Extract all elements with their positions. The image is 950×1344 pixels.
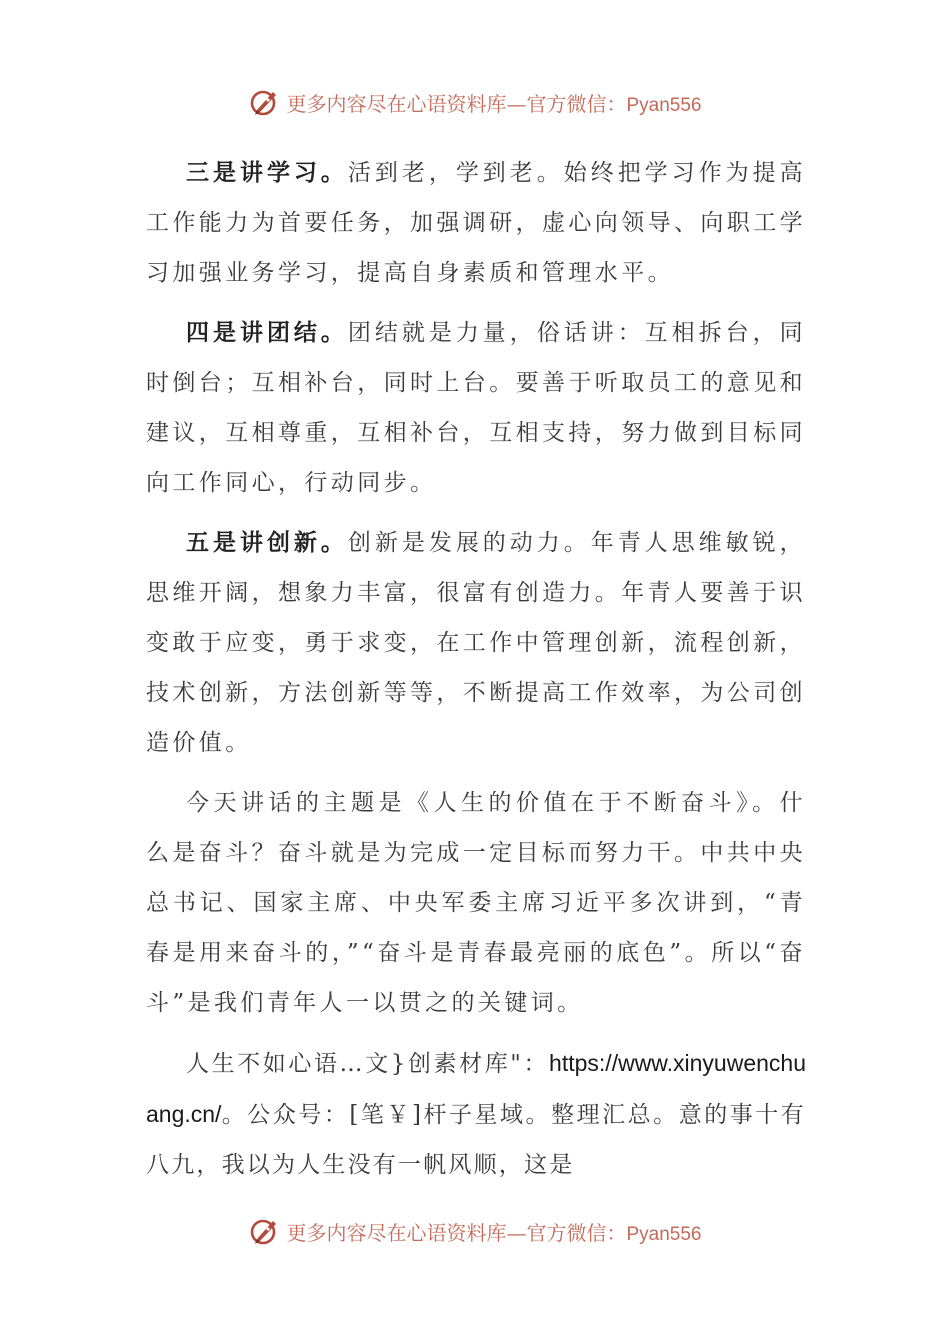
footer-watermark-banner (0, 1211, 950, 1251)
paragraph-theme (146, 778, 806, 1028)
document-body (146, 148, 806, 1200)
header-watermark-banner (0, 82, 950, 122)
pen-logo-icon (248, 1215, 280, 1247)
paragraph-unity (146, 308, 806, 508)
paragraph-body: 今天讲话的主题是《人生的价值在于不断奋斗》。什么是奋斗？奋斗就是为完成一定目标而努力干。中共中央总书记、国家主席、中央军委主席习近平多次讲到，“青春是用来奋斗的，”“奋斗是青春最亮丽的底色”。所以“奋斗”是我们青年人一以贯之的关键词。 (146, 790, 806, 1016)
paragraph-lead: 五是讲创新。 (186, 529, 348, 556)
banner-text: 更多内容尽在心语资料库—官方微信：Pyan556 (286, 1220, 702, 1245)
pen-logo-icon (248, 86, 280, 118)
paragraph-source (146, 1038, 806, 1190)
banner-text: 更多内容尽在心语资料库—官方微信：Pyan556 (286, 91, 702, 116)
paragraph-lead: 四是讲团结。 (186, 319, 348, 346)
banner-handle: Pyan556 (626, 1223, 702, 1245)
banner-handle: Pyan556 (626, 94, 702, 116)
source-suffix: 。公众号：[笔￥]杆子星域。整理汇总。意的事十有八九，我以为人生没有一帆风顺，这是 (146, 1102, 806, 1178)
paragraph-body: 创新是发展的动力。年青人思维敏锐，思维开阔，想象力丰富，很富有创造力。年青人要善于识变敢于应变，勇于求变，在工作中管理创新，流程创新，技术创新，方法创新等等，不断提高工作效率，为公司创造价值。 (146, 530, 806, 756)
paragraph-body: 团结就是力量，俗话讲：互相拆台，同时倒台；互相补台，同时上台。要善于听取员工的意见和建议，互相尊重，互相补台，互相支持，努力做到目标同向工作同心，行动同步。 (146, 320, 806, 496)
source-url: https://www.xinyuwenchuang.cn/ (146, 1050, 806, 1127)
paragraph-lead: 三是讲学习。 (186, 159, 348, 186)
source-prefix: 人生不如心语…文}创素材库"： (186, 1051, 550, 1077)
paragraph-innovation (146, 518, 806, 768)
paragraph-study (146, 148, 806, 298)
paragraph-body: 活到老，学到老。始终把学习作为提高工作能力为首要任务，加强调研，虚心向领导、向职工学习加强业务学习，提高自身素质和管理水平。 (146, 160, 806, 286)
